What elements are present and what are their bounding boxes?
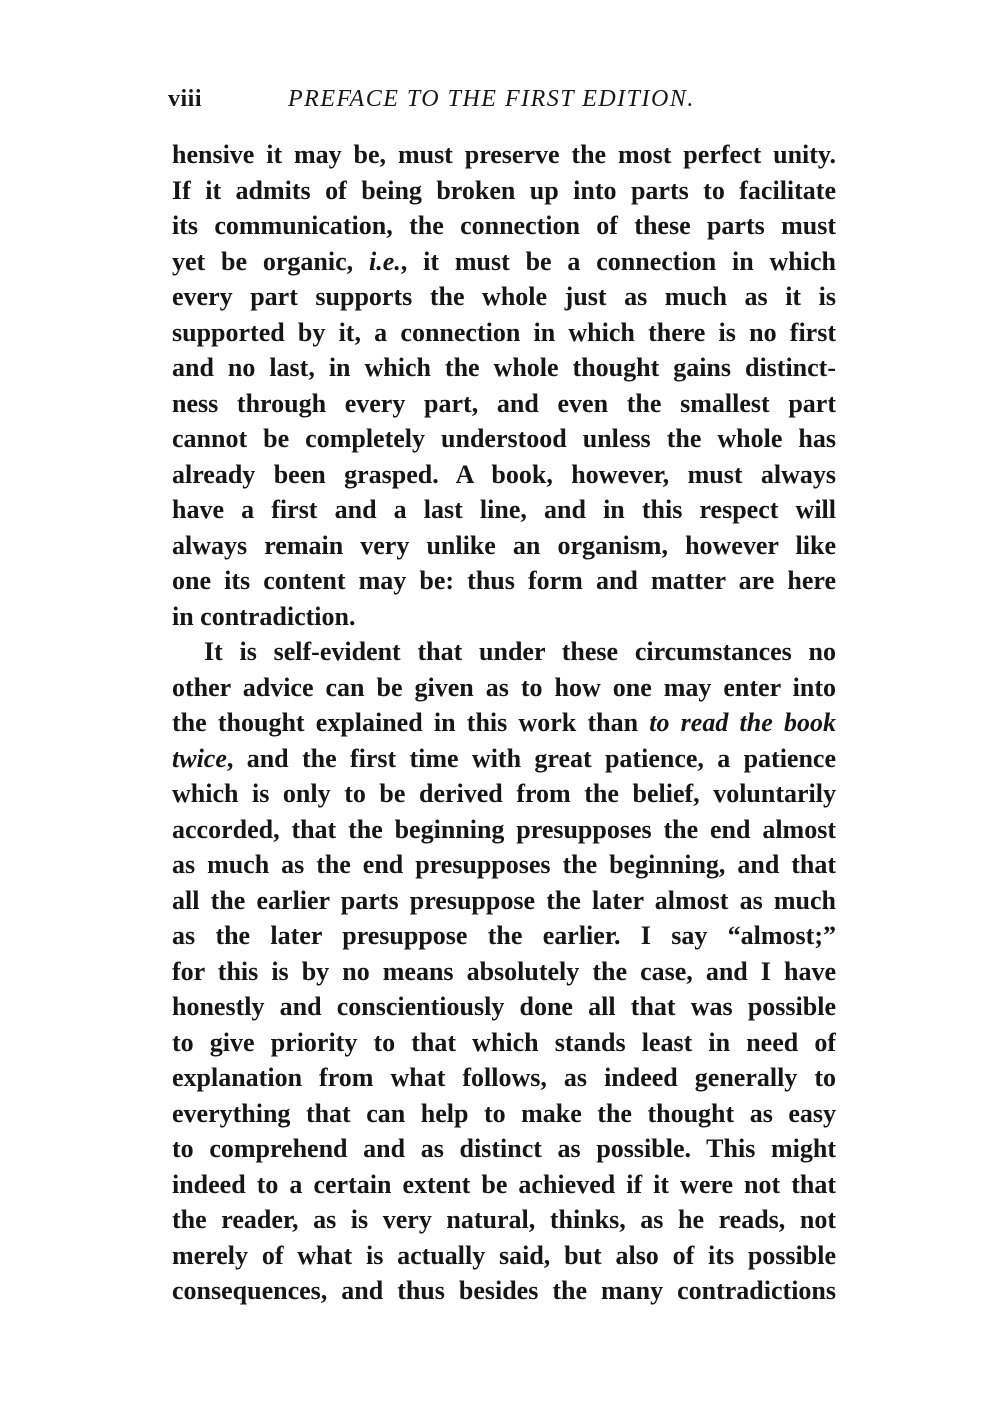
paragraph-1	[172, 137, 836, 634]
text-line: supported by it, a connection in which there is no first	[172, 317, 836, 347]
text-line: accorded, that the beginning presupposes the end almost	[172, 814, 836, 844]
text-line: in contradiction.	[172, 601, 356, 631]
italic-emphasis: i.e.	[369, 246, 401, 276]
text-line: honestly and conscientiously done all that was possible	[172, 992, 836, 1021]
text-line: cannot be completely understood unless the whole has	[172, 424, 836, 453]
text-line: the reader, as is very natural, thinks, as he reads, not	[172, 1205, 836, 1234]
text-line: and no last, in which the whole thought gains distinct-	[172, 353, 836, 382]
text-line: indeed to a certain extent be achieved if it were not that	[172, 1169, 836, 1199]
text-line: consequences, and thus besides the many contradictions	[172, 1276, 836, 1305]
paragraph-2	[172, 634, 836, 1309]
text-line: explanation from what follows, as indeed generally to	[172, 1063, 836, 1092]
text-line: every part supports the whole just as much as it is	[172, 282, 836, 311]
text-line: which is only to be derived from the belief, voluntarily	[172, 779, 836, 808]
page-number: viii	[168, 86, 203, 112]
text-line: already been grasped. A book, however, must always	[172, 459, 836, 489]
running-title: PREFACE TO THE FIRST EDITION.	[288, 86, 695, 112]
text-line: the thought explained in this work than to read the book	[172, 708, 836, 737]
text-line: It is self-evident that under these circumstances no	[204, 637, 836, 666]
text-line: yet be organic, i.e., it must be a connection in which	[172, 246, 836, 276]
text-line: always remain very unlike an organism, however like	[172, 530, 836, 560]
text-line: all the earlier parts presuppose the later almost as much	[172, 885, 836, 915]
italic-emphasis: to read the book	[649, 708, 836, 737]
text-line: for this is by no means absolutely the case, and I have	[172, 956, 836, 986]
text-line: its communication, the connection of these parts must	[172, 211, 836, 240]
running-head	[168, 86, 836, 120]
text-line: If it admits of being broken up into parts to facilitate	[172, 175, 836, 205]
text-line: other advice can be given as to how one may enter into	[172, 672, 836, 702]
text-line: to comprehend and as distinct as possible. This might	[172, 1134, 836, 1163]
text-line: one its content may be: thus form and matter are here	[172, 566, 836, 595]
text-line: hensive it may be, must preserve the most perfect unity.	[172, 140, 836, 169]
italic-emphasis: twice	[172, 743, 227, 773]
text-line: merely of what is actually said, but also of its possible	[172, 1240, 836, 1270]
text-line: as the later presuppose the earlier. I say “almost;”	[172, 921, 836, 950]
body-text	[172, 137, 836, 1309]
text-line: to give priority to that which stands least in need of	[172, 1027, 836, 1057]
text-line: everything that can help to make the thought as easy	[172, 1098, 836, 1128]
text-line: ness through every part, and even the smallest part	[172, 388, 836, 418]
text-line: twice, and the first time with great patience, a patience	[172, 743, 836, 773]
text-line: have a first and a last line, and in this respect will	[172, 495, 836, 524]
text-line: as much as the end presupposes the beginning, and that	[172, 850, 836, 879]
